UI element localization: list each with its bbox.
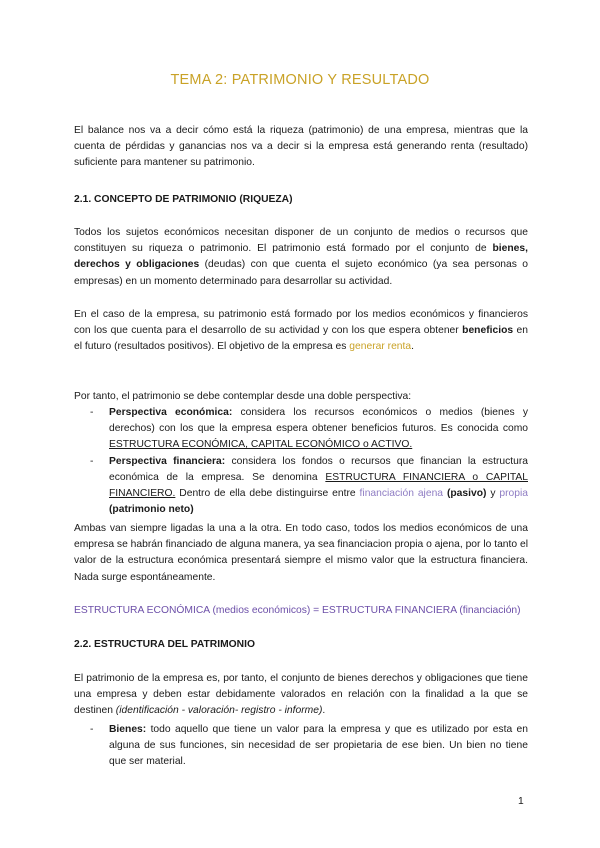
text-run: . [411, 341, 414, 353]
perspectivas-list [74, 405, 528, 518]
text-run: Todos los sujetos económicos necesitan disponer de un conjunto de medios o recursos que constituyen su riqueza o patrimonio. El patrimonio está formado por el conjunto de [74, 227, 528, 255]
text-run: Dentro de ella debe distinguirse entre [175, 488, 360, 500]
bullet-dash: - [90, 455, 94, 467]
text-run: (deudas) con que cuenta el sujeto económico (ya sea personas o empresas) en un momento determinado para desarrollar su actividad. [74, 259, 529, 287]
empresa-patrimonio-paragraph [74, 307, 528, 356]
estructura-paragraph [74, 671, 528, 720]
bold-run: beneficios [462, 325, 514, 337]
bold-run: Perspectiva financiera: [109, 455, 226, 467]
patrimonio-definition-paragraph [74, 225, 528, 290]
text-run: en el futuro (resultados positivos). El objetivo de la empresa es [74, 325, 528, 353]
bienes-list [74, 722, 528, 771]
section-heading-2-2: 2.2. ESTRUCTURA DEL PATRIMONIO [74, 639, 255, 650]
document-title: TEMA 2: PATRIMONIO Y RESULTADO [170, 72, 430, 88]
highlight-financiacion-ajena: financiación ajena [359, 488, 444, 500]
equation-line: ESTRUCTURA ECONÓMICA (medios económicos) = ESTRUCTURA FINANCIERA (financiación) [74, 605, 521, 616]
bullet-dash: - [90, 407, 94, 418]
highlight-generar-renta: generar renta [349, 341, 412, 353]
text-run: El patrimonio de la empresa es, por tanto, el conjunto de bienes derechos y obligaciones que tiene una empresa y deben estar debidamente valorados en relación con la finalidad a la que se destinen [74, 673, 528, 717]
text-run: considera los recursos económicos o medios (bienes y derechos) con los que la empresa espera obtener beneficios futuros. Es conocida como [109, 407, 528, 435]
text-run: y [486, 488, 500, 500]
bold-run: Perspectiva económica: [109, 407, 233, 418]
bullet-dash: - [90, 724, 94, 735]
italic-run: (identificación - valoración- registro - informe) [115, 705, 323, 717]
perspectiva-intro: Por tanto, el patrimonio se debe contemplar desde una doble perspectiva: [74, 391, 412, 402]
list-item-bienes [74, 722, 528, 771]
intro-paragraph: El balance nos va a decir cómo está la riqueza (patrimonio) de una empresa, mientras que la cuenta de pérdidas y ganancias nos va a decir si la empresa está generando renta (resultado) suficiente para mantener su patrimonio. [74, 125, 528, 169]
list-item-perspectiva-financiera [74, 454, 528, 519]
ambas-paragraph: Ambas van siempre ligadas la una a la otra. En todo caso, todos los medios económicos de una empresa se habrán financiado de alguna manera, ya sea financiacion propia o ajena, por lo tanto el valor de la estructura económica presentará siempre el mismo valor que la estructura financiera. Nada surge espontáneamente. [74, 523, 528, 583]
underlined-run: ESTRUCTURA FINANCIERA o CAPITAL FINANCIERO. [109, 471, 528, 500]
bold-run: (patrimonio neto) [109, 504, 194, 516]
highlight-propia: propia [499, 488, 528, 500]
bold-run: bienes, derechos y obligaciones [74, 243, 528, 271]
text-run: En el caso de la empresa, su patrimonio está formado por los medios económicos y financieros con los que cuenta para el desarrollo de su actividad y con los que espera obtener [74, 309, 528, 337]
list-item-perspectiva-economica [74, 405, 528, 454]
section-heading-2-1: 2.1. CONCEPTO DE PATRIMONIO (RIQUEZA) [74, 194, 293, 205]
page-number: 1 [518, 796, 524, 807]
underlined-run: ESTRUCTURA ECONÓMICA, CAPITAL ECONÓMICO o ACTIVO. [109, 439, 413, 451]
bold-run: (pasivo) [446, 488, 487, 500]
text-run: . [322, 705, 326, 717]
text-run: todo aquello que tiene un valor para la empresa y que es utilizado por esta en alguna de sus funciones, sin necesidad de ser propietaria de ese bien. Un bien no tiene que ser material. [109, 724, 528, 768]
bold-run: Bienes: [109, 724, 147, 735]
text-run: considera los fondos o recursos que financian la estructura económica de la empresa. Se denomina [109, 455, 528, 483]
